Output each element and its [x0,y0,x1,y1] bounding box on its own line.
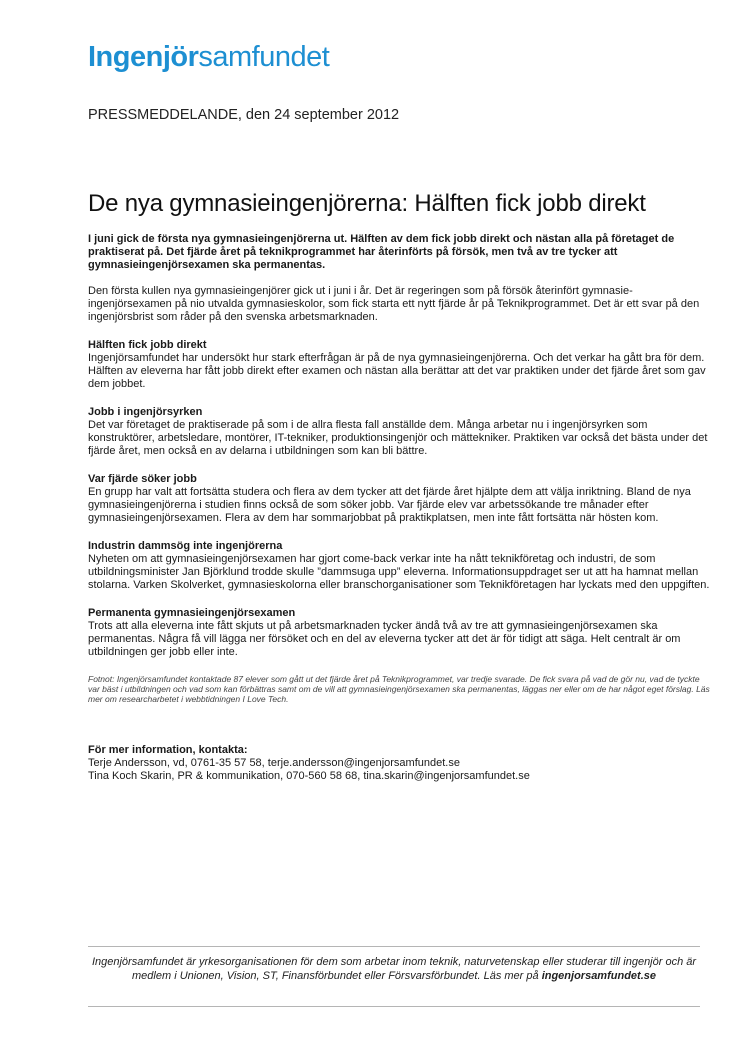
section-heading: Var fjärde söker jobb [88,473,197,485]
article-intro: Den första kullen nya gymnasieingenjörer gick ut i juni i år. Det är regeringen som på försök återinfört gymnasie-ingenjörsexamen på nio utvalda gymnasieskolor, som fick starta ett nytt fjärde år på Teknikprogrammet. Det är ett svar på den ingenjörsbrist som råder på den svenska arbetsmarknaden. [88,285,700,323]
footer-text [88,955,700,983]
section-body: En grupp har valt att fortsätta studera och flera av dem tycker att det fjärde året hjälpte dem att välja inriktning. Bland de nya gymnasieingenjörerna i studien finns också de som söker jobb. Var fjärde elev var arbetssökande tre månader efter gymnasieingenjörsexamen. Flera av dem har sommarjobbat på praktikplatsen, men inte fått fortsätta när hösten kom. [88,486,691,524]
section-body: Det var företaget de praktiserade på som i de allra flesta fall anställde dem. Många arbetar nu i ingenjörsyrken som konstruktörer, arbetsledare, montörer, IT-tekniker, produktionsingenjör och mättekniker. Praktiken var också det bästa under det fjärde året, men också en av delarna i utbildningen som kan bli bättre. [88,419,708,457]
contact-block [88,744,710,783]
section-heading: Jobb i ingenjörsyrken [88,406,203,418]
article-body [88,233,710,783]
section-var-fjarde [88,473,710,525]
logo-text-bold: Ingenjör [88,41,199,73]
contact-line: Tina Koch Skarin, PR & kommunikation, 070-560 58 68, tina.skarin@ingenjorsamfundet.se [88,770,530,782]
section-body: Ingenjörsamfundet har undersökt hur stark efterfrågan är på de nya gymnasieingenjörerna. Och det verkar ha gått bra för dem. Hälften av eleverna har fått jobb direkt efter examen och nästan alla berättar att det var praktiken under det fjärde året som gav dem jobbet. [88,352,706,390]
article-footnote: Fotnot: Ingenjörsamfundet kontaktade 87 elever som gått ut det fjärde året på Teknikprogrammet, var tredje svarade. De fick svara på vad de gör nu, vad de tyckte var bäst i utbildningen och vad som kan förbättras samt om de vill att gymnasieingenjörsexamen ska permanentas, läggas ner eller om de har något eget förslag. Läs mer om researcharbetet i webbtidningen I Love Tech. [88,674,710,704]
section-heading: Hälften fick jobb direkt [88,339,207,351]
section-heading: Permanenta gymnasieingenjörsexamen [88,607,296,619]
footer-bottom-divider [88,1006,700,1007]
contact-heading: För mer information, kontakta: [88,744,248,756]
section-permanenta [88,607,710,659]
press-release-dateline: PRESSMEDDELANDE, den 24 september 2012 [88,107,400,123]
article-headline: De nya gymnasieingenjörerna: Hälften fick jobb direkt [88,190,646,217]
footer-top-divider [88,946,700,947]
section-jobb [88,406,710,458]
section-body: Nyheten om att gymnasieingenjörsexamen har gjort come-back verkar inte ha nått teknikföretag och industri, de som utbildningsminister Jan Björklund trodde skulle ”dammsuga upp” eleverna. Informationsuppdraget ser ut att ha hamnat mellan stolarna. Varken Skolverket, gymnasieskolorna eller branschorganisationer som Teknikföretagen har lyckats med den uppgiften. [88,553,710,591]
section-heading: Industrin dammsög inte ingenjörerna [88,540,283,552]
section-body: Trots att alla eleverna inte fått skjuts ut på arbetsmarknaden tycker ändå två av tre att gymnasieingenjörsexamen ska permanentas. Några få vill lägga ner försöket och en del av eleverna tycker att det är för tidigt att säga. Helt centralt är om utbildningen ger jobb eller inte. [88,620,681,658]
contact-line: Terje Andersson, vd, 0761-35 57 58, terje.andersson@ingenjorsamfundet.se [88,757,460,769]
logo-text-light: samfundet [198,41,330,73]
article-lead: I juni gick de första nya gymnasieingenjörerna ut. Hälften av dem fick jobb direkt och nästan alla på företaget de praktiserat på. Det fjärde året på teknikprogrammet har återinförts på försök, men två av tre tycker att gymnasieingenjörsexamen ska permanentas. [88,233,675,271]
company-logo [88,41,329,74]
section-halften [88,339,710,391]
section-industrin [88,540,710,592]
footer-description: Ingenjörsamfundet är yrkesorganisationen för dem som arbetar inom teknik, naturvetenskap eller studerar till ingenjör och är medlem i Unionen, Vision, ST, Finansförbundet eller Försvarsförbundet. Läs mer på [91,956,697,982]
footer-website-link[interactable]: ingenjorsamfundet.se [541,970,656,982]
